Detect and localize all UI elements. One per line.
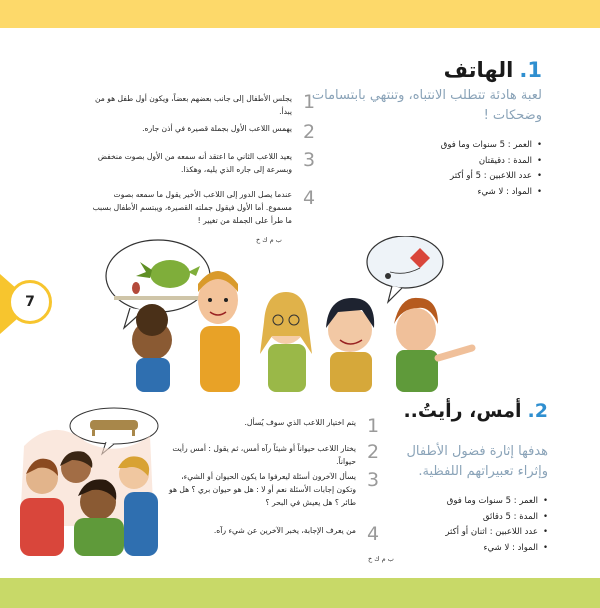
step-number: 3 [366, 469, 380, 491]
section1-info-materials: • المواد : لا شيء [382, 185, 542, 201]
step-text: يسأل الآخرون أسئلة ليعرفوا ما يكون الحيوان أو الشيء، وتكون إجابات الأسئلة نعم أو لا : هل هو حيوان بري ؟ هل هو طائر ؟ هل يعيش في البحر ؟ [169, 472, 356, 507]
section1-step [88, 122, 320, 150]
section1-title [444, 58, 542, 82]
step-number: 4 [366, 523, 380, 545]
section1-subtitle-line1: لعبة هادئة تتطلب الانتباه، وتنتهي بابتسامات [311, 88, 542, 103]
section2-info-age: • العمر : 5 سنوات وما فوق [388, 494, 548, 510]
section2-step [160, 416, 384, 442]
section1-subtitle [302, 86, 542, 126]
step-number: 3 [302, 149, 316, 171]
section2-title [403, 400, 548, 422]
bottom-color-band [0, 578, 600, 608]
section1-number: 1. [519, 58, 542, 82]
step-text: يختار اللاعب حيواناً أو شيئاً رآه أمس، ثم يقول : أمس رأيت حيواناً. [172, 444, 356, 466]
section1-step [88, 187, 320, 225]
section1-steps [88, 91, 320, 225]
section2-info-players: • عدد اللاعبين : اثنان أو أكثر [388, 525, 548, 541]
section2-title-text: أمس، رأيتُ.. [403, 400, 522, 422]
section1-subtitle-line2: وضحكات ! [483, 108, 542, 123]
step-text: يجلس الأطفال إلى جانب بعضهم بعضاً، ويكون أول طفل هو من يبدأ. [94, 94, 292, 116]
section1-info-age: • العمر : 5 سنوات وما فوق [382, 138, 542, 154]
step-number: 2 [366, 441, 380, 463]
children-telephone-illustration [100, 236, 500, 392]
step-number: 2 [302, 121, 316, 143]
step-text: من يعرف الإجابة، يخبر الآخرين عن شيء رآه. [213, 526, 356, 535]
section1-info-duration: • المدة : دقيقتان [382, 154, 542, 170]
section2-illustrator-credit: ب م ك خ [368, 555, 394, 563]
section1-title-text: الهاتف [443, 58, 514, 82]
step-number: 1 [366, 415, 380, 437]
section2-subtitle-line2: وإثراء تعبيراتهم اللفظية. [418, 464, 548, 479]
page-number-badge [0, 272, 52, 336]
section2-info-duration: • المدة : 5 دقائق [388, 510, 548, 526]
page-number: 7 [8, 280, 52, 324]
section1-step [88, 150, 320, 188]
section2-number: 2. [527, 400, 548, 422]
section2-step [160, 442, 384, 470]
section2-info-materials: • المواد : لا شيء [388, 541, 548, 557]
step-text: عندما يصل الدور إلى اللاعب الأخير يقول ما سمعه بصوت مسموع. أما الأول فيقول جملته القصيرة، ويبتسم الأطفال بسبب ما طرأ على الجملة من تغيير ! [92, 190, 292, 225]
section1-step [88, 92, 320, 122]
section1-illustrator-credit: ب م ك خ [256, 236, 282, 244]
step-text: يعيد اللاعب الثاني ما اعتقد أنه سمعه من الأول بصوت منخفض وبسرعة إلى جاره الذي يليه، وهكذا. [97, 152, 292, 174]
section2-step [160, 470, 384, 524]
step-text: يهمس اللاعب الأول بجملة قصيرة في أذن جاره. [142, 124, 292, 133]
step-number: 1 [302, 91, 316, 113]
section2-subtitle-line1: هدفها إثارة فضول الأطفال [406, 444, 548, 459]
section2-step [160, 524, 384, 550]
children-guessing-illustration [14, 406, 160, 556]
step-number: 4 [302, 187, 316, 209]
top-color-band [0, 0, 600, 28]
section2-info-list [388, 494, 548, 556]
section2-steps [160, 416, 384, 550]
section1-info-list [382, 138, 542, 200]
section1-info-players: • عدد اللاعبين : 5 أو أكثر [382, 169, 542, 185]
step-text: يتم اختيار اللاعب الذي سوف يُسأل. [244, 418, 356, 427]
